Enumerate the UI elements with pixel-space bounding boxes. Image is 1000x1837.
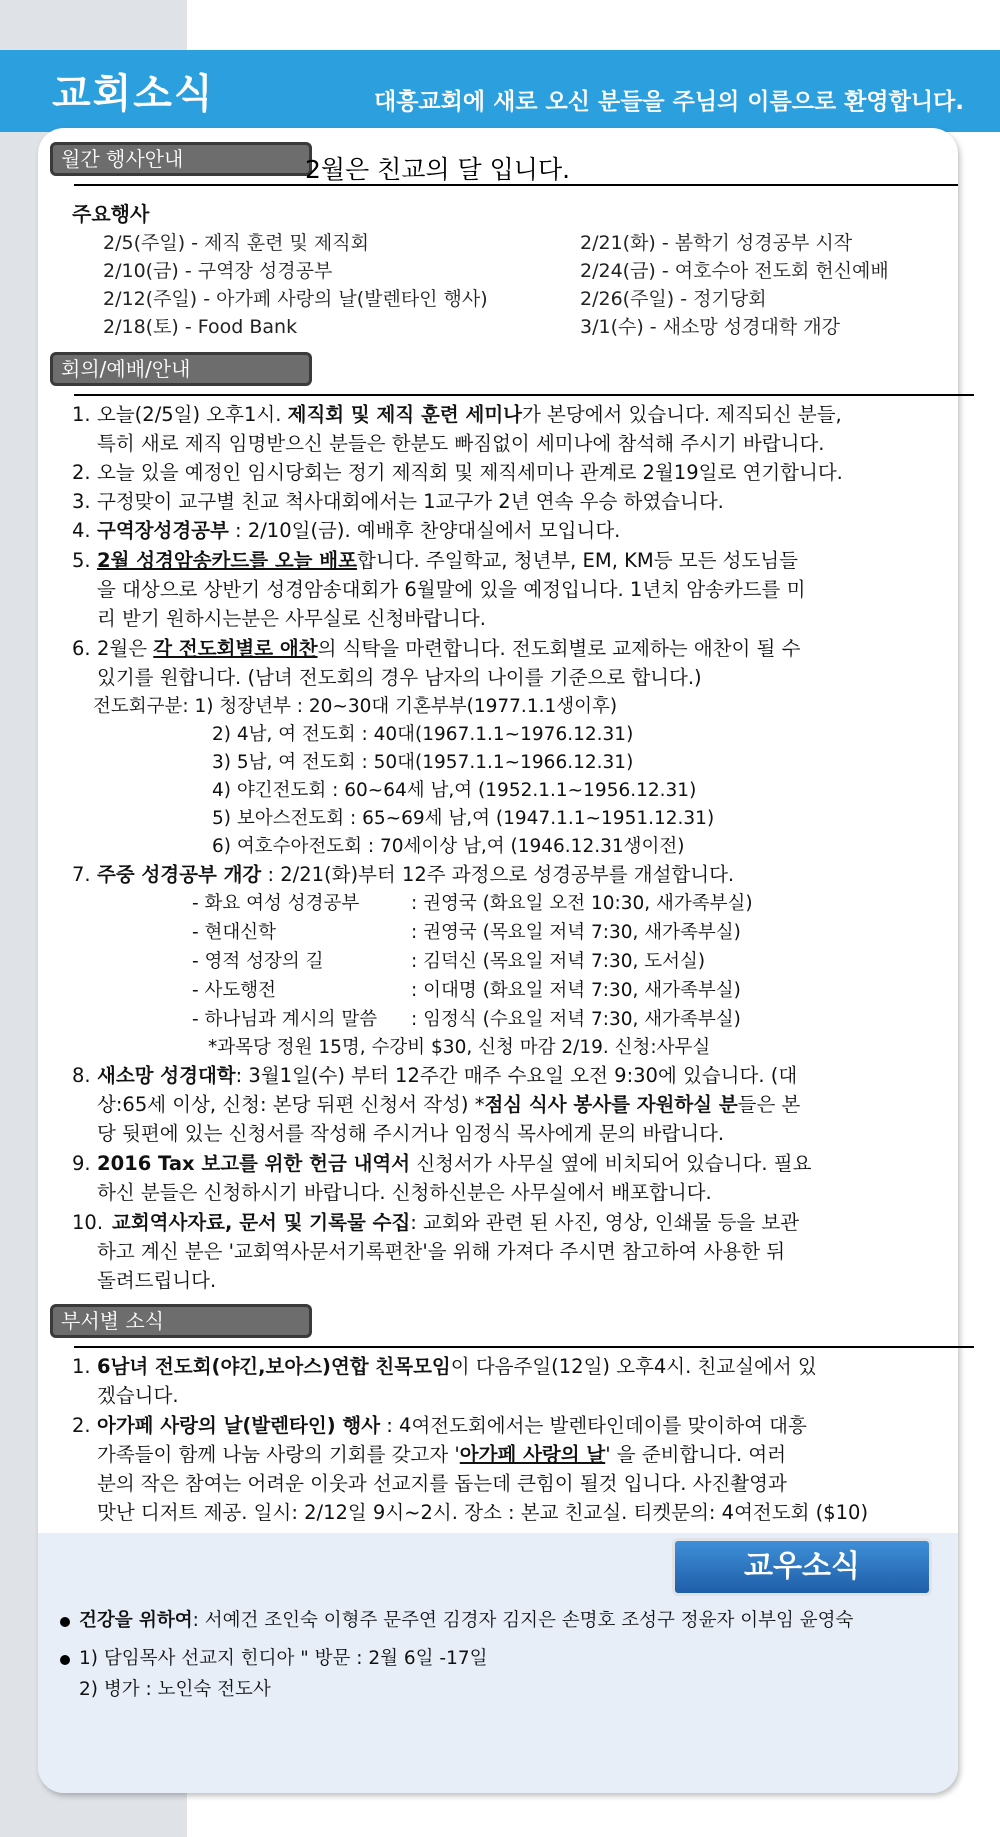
department-item-2-cont: 가족들이 함께 나눔 사랑의 기회를 갖고자 '아가페 사랑의 날' 을 준비합니다. 여러 <box>97 1443 787 1466</box>
course-name: - 현대신학 <box>192 922 277 943</box>
item-number: 8. <box>72 1064 91 1087</box>
notice-item-6: 2월은 각 전도회별로 애찬의 식탁을 마련합니다. 전도회별로 교제하는 애찬이 될 수 <box>97 637 801 660</box>
course-info: : 권영국 (화요일 오전 10:30, 새가족부실) <box>411 893 753 914</box>
course-info: : 임정식 (수요일 저녁 7:30, 새가족부실) <box>411 1009 741 1030</box>
members-news-item: 1) 담임목사 선교지 힌디아 " 방문 : 2월 6일 -17일 <box>79 1648 488 1669</box>
department-item-2-cont: 맛난 디저트 제공. 일시: 2/12일 9시~2시. 장소 : 본교 친교실. 티켓문의: 4여전도회 ($10) <box>97 1501 869 1524</box>
course-name: - 사도행전 <box>192 980 277 1001</box>
department-item-1-cont: 겠습니다. <box>97 1384 179 1407</box>
event-item: 2/21(화) - 봄학기 성경공부 시작 <box>580 232 853 254</box>
event-item: 2/18(토) - Food Bank <box>103 316 298 338</box>
course-name: - 영적 성장의 길 <box>192 951 324 972</box>
division-item: 4) 야긴전도회 : 60~64세 남,여 (1952.1.1~1956.12.31) <box>212 780 697 801</box>
course-name: - 화요 여성 성경공부 <box>192 893 360 914</box>
division-item: 3) 5남, 여 전도회 : 50대(1957.1.1~1966.12.31) <box>212 752 634 773</box>
bullet-icon <box>60 1617 70 1627</box>
event-item: 2/26(주일) - 정기당회 <box>580 288 767 310</box>
page-title: 교회소식 <box>52 71 215 117</box>
item-number: 10. <box>72 1211 104 1234</box>
item-number: 9. <box>72 1152 91 1175</box>
item-number: 2. <box>72 461 91 484</box>
section-tab-monthly: 월간 행사안내 <box>50 142 312 176</box>
item-number: 2. <box>72 1414 91 1437</box>
health-prayer-list: 건강을 위하여: 서예건 조인숙 이형주 문주연 김경자 김지은 손명호 조성구 정윤자 이부임 윤영숙 <box>79 1610 854 1631</box>
notice-item-8-cont: 상:65세 이상, 신청: 본당 뒤편 신청서 작성) *점심 식사 봉사를 자원하실 분들은 본 <box>97 1093 801 1116</box>
item-number: 5. <box>72 549 91 572</box>
bullet-icon <box>60 1655 70 1665</box>
notice-item-9: 2016 Tax 보고를 위한 헌금 내역서 신청서가 사무실 옆에 비치되어 있습니다. 필요 <box>97 1152 812 1175</box>
notice-item-8-cont: 당 뒷편에 있는 신청서를 작성해 주시거나 임정식 목사에게 문의 바랍니다. <box>97 1122 725 1145</box>
event-item: 2/24(금) - 여호수아 전도회 헌신예배 <box>580 260 889 282</box>
item-number: 1. <box>72 403 91 426</box>
event-item: 2/5(주일) - 제직 훈련 및 제직회 <box>103 232 369 254</box>
notice-item-7: 주중 성경공부 개강 : 2/21(화)부터 12주 과정으로 성경공부를 개설합니다. <box>97 863 735 886</box>
notice-item-10-cont: 하고 계신 분은 '교회역사문서기록편찬'을 위해 가져다 주시면 참고하여 사용한 뒤 <box>97 1240 786 1263</box>
members-news-item: 2) 병가 : 노인숙 전도사 <box>79 1679 271 1700</box>
welcome-subtitle: 대흥교회에 새로 오신 분들을 주님의 이름으로 환영합니다. <box>374 89 965 115</box>
item-number: 6. <box>72 637 91 660</box>
course-name: - 하나님과 계시의 말씀 <box>192 1009 378 1030</box>
item-number: 4. <box>72 519 91 542</box>
department-item-2: 아가페 사랑의 날(발렌타인) 행사 : 4여전도회에서는 발렌타인데이를 맞이하여 대흥 <box>97 1414 807 1437</box>
notice-item-5-cont: 을 대상으로 상반기 성경암송대회가 6월말에 있을 예정입니다. 1년치 암송카드를 미 <box>97 578 806 601</box>
course-note: *과목당 정원 15명, 수강비 $30, 신청 마감 2/19. 신청:사무실 <box>208 1037 711 1058</box>
notice-item-2: 오늘 있을 예정인 임시당회는 정기 제직회 및 제직세미나 관계로 2월19일로 연기합니다. <box>97 461 843 484</box>
notice-item-3: 구정맞이 교구별 친교 척사대회에서는 1교구가 2년 연속 우승 하였습니다. <box>97 490 724 513</box>
section-tab-meetings: 회의/예배/안내 <box>50 352 312 386</box>
event-item: 2/12(주일) - 아가페 사랑의 날(발렌타인 행사) <box>103 288 488 310</box>
notice-item-1-cont: 특히 새로 제직 임명받으신 분들은 한분도 빠짐없이 세미나에 참석해 주시기 바랍니다. <box>97 432 825 455</box>
notice-item-8: 새소망 성경대학: 3월1일(수) 부터 12주간 매주 수요일 오전 9:30에 있습니다. (대 <box>97 1064 798 1087</box>
department-item-1: 6남녀 전도회(야긴,보아스)연합 친목모임이 다음주일(12일) 오후4시. 친교실에서 있 <box>97 1355 817 1378</box>
divider-departments <box>74 1346 974 1348</box>
event-item: 2/10(금) - 구역장 성경공부 <box>103 260 333 282</box>
course-info: : 김덕신 (목요일 저녁 7:30, 도서실) <box>411 951 706 972</box>
division-item: 2) 4남, 여 전도회 : 40대(1967.1.1~1976.12.31) <box>212 724 634 745</box>
course-info: : 권영국 (목요일 저녁 7:30, 새가족부실) <box>411 922 741 943</box>
section-tab-members: 교우소식 <box>672 1538 932 1596</box>
course-info: : 이대명 (화요일 저녁 7:30, 새가족부실) <box>411 980 741 1001</box>
department-item-2-cont: 분의 작은 참여는 어려운 이웃과 선교지를 돕는데 큰힘이 될것 입니다. 사진촬영과 <box>97 1472 787 1495</box>
event-item: 3/1(수) - 새소망 성경대학 개강 <box>580 316 840 338</box>
notice-item-4: 구역장성경공부 : 2/10일(금). 예배후 찬양대실에서 모입니다. <box>97 519 621 542</box>
notice-item-5-cont: 리 받기 원하시는분은 사무실로 신청바랍니다. <box>97 607 486 630</box>
section-tab-departments: 부서별 소식 <box>50 1304 312 1338</box>
notice-item-6-cont: 있기를 원합니다. (남녀 전도회의 경우 남자의 나이를 기준으로 합니다.) <box>97 666 702 689</box>
notice-item-1: 오늘(2/5일) 오후1시. 제직회 및 제직 훈련 세미나가 본당에서 있습니다. 제직되신 분들, <box>97 403 842 426</box>
main-events-label: 주요행사 <box>72 202 150 226</box>
item-number: 1. <box>72 1355 91 1378</box>
monthly-headline: 2월은 친교의 달 입니다. <box>305 155 571 184</box>
notice-item-5: 2월 성경암송카드를 오늘 배포합니다. 주일학교, 청년부, EM, KM등 모든 성도님들 <box>97 549 798 572</box>
notice-item-9-cont: 하신 분들은 신청하시기 바랍니다. 신청하신분은 사무실에서 배포합니다. <box>97 1181 712 1204</box>
division-label: 전도회구분: 1) 청장년부 : 20~30대 기혼부부(1977.1.1생이후) <box>93 696 618 717</box>
notice-item-10: 교회역사자료, 문서 및 기록물 수집: 교회와 관련 된 사진, 영상, 인쇄물 등을 보관 <box>112 1211 800 1234</box>
notice-item-10-cont: 돌려드립니다. <box>97 1269 217 1292</box>
divider-meetings <box>74 394 974 396</box>
division-item: 6) 여호수아전도회 : 70세이상 남,여 (1946.12.31생이전) <box>212 836 685 857</box>
item-number: 7. <box>72 863 91 886</box>
item-number: 3. <box>72 490 91 513</box>
division-item: 5) 보아스전도회 : 65~69세 남,여 (1947.1.1~1951.12.31) <box>212 808 715 829</box>
